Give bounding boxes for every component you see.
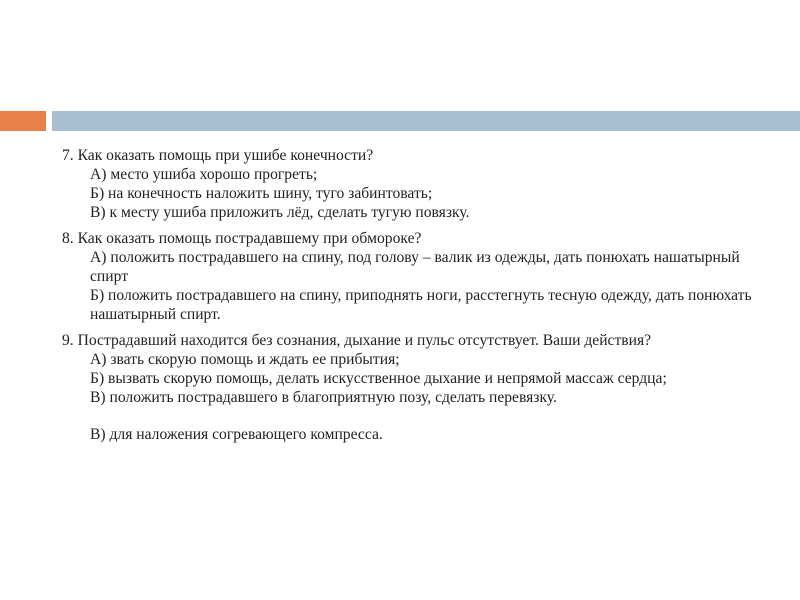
- option-c: В) положить пострадавшего в благоприятную позу, сделать перевязку.: [90, 389, 557, 406]
- extra-answer-line: В) для наложения согревающего компресса.: [90, 426, 383, 443]
- option-a: А) звать скорую помощь и ждать ее прибытия;: [90, 351, 400, 368]
- question-text: 8. Как оказать помощь пострадавшему при обмороке?: [62, 230, 422, 247]
- option-c: В) к месту ушиба приложить лёд, сделать тугую повязку.: [90, 204, 470, 221]
- question-7: [62, 146, 762, 222]
- option-b: Б) на конечность наложить шину, туго забинтовать;: [90, 185, 433, 202]
- header-accent-block: [0, 111, 46, 131]
- option-a: А) положить пострадавшего на спину, под голову – валик из одежды, дать понюхать нашатырный спирт: [90, 249, 740, 285]
- option-b: Б) положить пострадавшего на спину, приподнять ноги, расстегнуть тесную одежду, дать понюхать нашатырный спирт.: [90, 287, 752, 323]
- question-text: 9. Пострадавший находится без сознания, дыхание и пульс отсутствует. Ваши действия?: [62, 332, 652, 349]
- question-9: [62, 331, 762, 407]
- question-text: 7. Как оказать помощь при ушибе конечности?: [62, 147, 374, 164]
- option-a: А) место ушиба хорошо прогреть;: [90, 166, 318, 183]
- slide-content: [62, 146, 762, 444]
- question-8: [62, 229, 762, 324]
- option-b: Б) вызвать скорую помощь, делать искусственное дыхание и непрямой массаж сердца;: [90, 370, 667, 387]
- header-bar: [52, 111, 800, 131]
